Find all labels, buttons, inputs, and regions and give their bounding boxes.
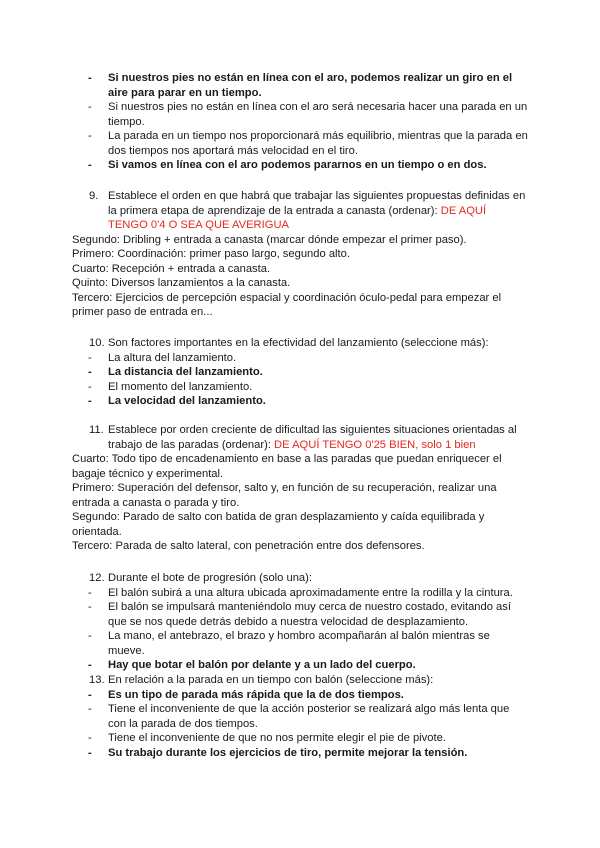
question-9-line-4: Quinto: Diversos lanzamientos a la canasta. xyxy=(72,277,291,289)
question-11 xyxy=(0,423,600,554)
question-11-line-1: Cuarto: Todo tipo de encadenamiento en base a las paradas que puedan enriquecer el bagaje técnico y experimental. xyxy=(72,453,502,480)
question-13 xyxy=(0,673,600,760)
question-13-heading: 13. En relación a la parada en un tiempo con balón (seleccione más): xyxy=(89,674,434,686)
question-10-option-2: - La distancia del lanzamiento. xyxy=(88,366,263,378)
question-11-line-3: Segundo: Parado de salto con batida de gran desplazamiento y caída equilibrada y orientada. xyxy=(72,511,485,538)
group0-bullet-3: - La parada en un tiempo nos proporcionará más equilibrio, mientras que la parada en dos tiempos nos aportará más velocidad en el tiro. xyxy=(88,130,528,157)
question-11-line-2: Primero: Superación del defensor, salto y, en función de su recuperación, realizar una entrada a canasta o parada y tiro. xyxy=(72,482,497,509)
question-9-note: DE AQUÍ TENGO 0'4 O SEA QUE AVERIGUA xyxy=(108,204,487,231)
group0-bullet-2: - Si nuestros pies no están en línea con el aro será necesaria hacer una parada en un tiempo. xyxy=(88,101,528,128)
question-13-option-2: - Tiene el inconveniente de que la acción posterior se realizará algo más lenta que con la parada de dos tiempos. xyxy=(88,703,510,730)
question-12-option-4: - Hay que botar el balón por delante y a un lado del cuerpo. xyxy=(88,659,416,671)
question-12 xyxy=(0,571,600,673)
question-11-line-4: Tercero: Parada de salto lateral, con penetración entre dos defensores. xyxy=(72,540,425,552)
question-9-line-3: Cuarto: Recepción + entrada a canasta. xyxy=(72,262,271,275)
question-13-option-3: - Tiene el inconveniente de que no nos permite elegir el pie de pivote. xyxy=(88,732,446,744)
question-11-note: DE AQUÍ TENGO 0'25 BIEN, solo 1 bien xyxy=(274,438,476,451)
question-10-option-4: - La velocidad del lanzamiento. xyxy=(88,395,266,407)
question-11-heading: 11. Establece por orden creciente de dificultad las siguientes situaciones orientadas al trabajo de las paradas (ordenar): DE AQUÍ TENGO 0'25 BIEN, solo 1 bien xyxy=(89,424,517,451)
question-9-line-1: Segundo: Dribling + entrada a canasta (marcar dónde empezar el primer paso). xyxy=(72,233,467,246)
question-9-line-2: Primero: Coordinación: primer paso largo, segundo alto. xyxy=(72,248,350,260)
group0-bullet-1: - Si nuestros pies no están en línea con el aro, podemos realizar un giro en el aire para parar en un tiempo. xyxy=(88,72,513,99)
group0-bullets xyxy=(0,71,600,173)
question-10-option-3: - El momento del lanzamiento. xyxy=(88,380,253,393)
question-13-option-1: - Es un tipo de parada más rápida que la de dos tiempos. xyxy=(88,688,404,701)
question-10-heading: 10. Son factores importantes en la efectividad del lanzamiento (seleccione más): xyxy=(89,337,489,349)
question-12-option-1: - El balón subirá a una altura ubicada aproximadamente entre la rodilla y la cintura. xyxy=(88,586,513,599)
question-10 xyxy=(0,336,600,409)
question-12-option-2: - El balón se impulsará manteniéndolo muy cerca de nuestro costado, evitando así que se nos quede detrás debido a nuestra velocidad de desplazamiento. xyxy=(88,601,511,628)
group0-bullet-4: - Si vamos en línea con el aro podemos pararnos en un tiempo o en dos. xyxy=(88,159,487,171)
question-13-option-4: - Su trabajo durante los ejercicios de tiro, permite mejorar la tensión. xyxy=(88,746,468,759)
question-12-heading: 12. Durante el bote de progresión (solo una): xyxy=(89,572,312,584)
question-10-option-1: - La altura del lanzamiento. xyxy=(88,351,237,364)
question-12-option-3: - La mano, el antebrazo, el brazo y hombro acompañarán al balón mientras se mueve. xyxy=(88,630,490,657)
question-9-heading: 9. Establece el orden en que habrá que trabajar las siguientes propuestas definidas en la primera etapa de aprendizaje de la entrada a canasta (ordenar): DE AQUÍ TENGO 0'4 O SEA QUE AVERIGUA xyxy=(89,190,526,231)
question-9-line-5: Tercero: Ejercicios de percepción espacial y coordinación óculo-pedal para empezar el primer paso de entrada en... xyxy=(72,291,502,318)
question-9 xyxy=(0,189,600,320)
